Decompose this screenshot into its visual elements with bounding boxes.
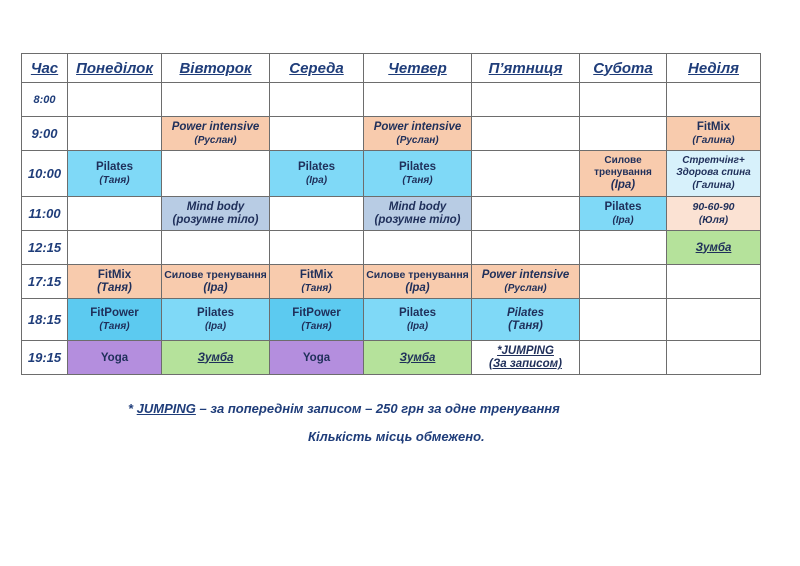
empty-cell bbox=[472, 117, 580, 151]
row-0800 bbox=[22, 83, 761, 117]
class-name: FitMix bbox=[299, 269, 334, 281]
class-name: Yoga bbox=[100, 351, 129, 364]
class-name: 90-60-90 bbox=[692, 201, 735, 213]
class-cell bbox=[472, 265, 580, 299]
class-cell bbox=[364, 341, 472, 375]
empty-cell bbox=[270, 231, 364, 265]
class-trainer: (Таня) bbox=[508, 320, 543, 332]
empty-cell bbox=[270, 83, 364, 117]
class-cell bbox=[364, 117, 472, 151]
row-1100 bbox=[22, 197, 761, 231]
class-trainer: (Іра) bbox=[610, 179, 636, 191]
empty-cell bbox=[580, 83, 667, 117]
class-cell bbox=[364, 299, 472, 341]
class-trainer: (розумне тіло) bbox=[172, 214, 259, 226]
empty-cell bbox=[472, 197, 580, 231]
class-trainer: (Таня) bbox=[97, 282, 132, 294]
jumping-footnote bbox=[128, 401, 560, 416]
empty-cell bbox=[162, 83, 270, 117]
class-name: Силове тренування bbox=[164, 269, 267, 281]
class-trainer: (Руслан) bbox=[194, 135, 237, 146]
class-trainer: (Галина) bbox=[692, 135, 735, 146]
class-trainer: (розумне тіло) bbox=[374, 214, 461, 226]
class-cell bbox=[162, 117, 270, 151]
class-cell bbox=[364, 197, 472, 231]
empty-cell bbox=[580, 341, 667, 375]
class-cell bbox=[270, 299, 364, 341]
empty-cell bbox=[580, 265, 667, 299]
header-tuesday: Вівторок bbox=[162, 54, 270, 83]
empty-cell bbox=[68, 83, 162, 117]
class-trainer: (Таня) bbox=[301, 283, 332, 294]
class-cell bbox=[270, 151, 364, 197]
time-label: 8:00 bbox=[22, 83, 68, 117]
class-trainer: (Галина) bbox=[692, 180, 735, 191]
empty-cell bbox=[472, 231, 580, 265]
class-cell bbox=[68, 341, 162, 375]
class-trainer: (Іра) bbox=[305, 175, 328, 186]
class-cell bbox=[667, 197, 761, 231]
empty-cell bbox=[270, 197, 364, 231]
header-thursday: Четвер bbox=[364, 54, 472, 83]
class-cell bbox=[68, 151, 162, 197]
class-cell bbox=[472, 299, 580, 341]
class-cell bbox=[580, 197, 667, 231]
empty-cell bbox=[667, 265, 761, 299]
class-name: Power intensive bbox=[481, 269, 570, 281]
class-name: Pilates bbox=[398, 307, 437, 319]
class-cell bbox=[68, 265, 162, 299]
class-trainer: (Іра) bbox=[406, 321, 429, 332]
row-1000 bbox=[22, 151, 761, 197]
class-name: FitMix bbox=[696, 121, 731, 133]
time-label: 19:15 bbox=[22, 341, 68, 375]
class-name: Pilates bbox=[95, 161, 134, 173]
class-trainer: (Іра) bbox=[204, 321, 227, 332]
class-cell bbox=[472, 341, 580, 375]
time-label: 12:15 bbox=[22, 231, 68, 265]
class-name: Pilates bbox=[506, 307, 545, 319]
class-cell bbox=[667, 151, 761, 197]
limited-seats-note: Кількість місць обмежено. bbox=[308, 429, 485, 444]
header-friday: П’ятниця bbox=[472, 54, 580, 83]
class-cell bbox=[162, 341, 270, 375]
class-name: Mind body bbox=[186, 201, 245, 213]
header-wednesday: Середа bbox=[270, 54, 364, 83]
class-trainer: (Таня) bbox=[301, 321, 332, 332]
header-row bbox=[22, 54, 761, 83]
row-1715 bbox=[22, 265, 761, 299]
class-trainer: (Руслан) bbox=[504, 283, 547, 294]
class-trainer: (Іра) bbox=[405, 282, 430, 294]
class-trainer: (Іра) bbox=[612, 215, 634, 226]
empty-cell bbox=[68, 197, 162, 231]
empty-cell bbox=[667, 299, 761, 341]
time-label: 18:15 bbox=[22, 299, 68, 341]
class-cell bbox=[580, 151, 667, 197]
empty-cell bbox=[580, 117, 667, 151]
row-1215 bbox=[22, 231, 761, 265]
empty-cell bbox=[162, 231, 270, 265]
class-cell bbox=[667, 117, 761, 151]
empty-cell bbox=[472, 151, 580, 197]
class-cell bbox=[364, 151, 472, 197]
header-monday: Понеділок bbox=[68, 54, 162, 83]
empty-cell bbox=[472, 83, 580, 117]
row-0900 bbox=[22, 117, 761, 151]
class-cell bbox=[68, 299, 162, 341]
class-name: Pilates bbox=[297, 161, 336, 173]
row-1815 bbox=[22, 299, 761, 341]
footnote-star: * bbox=[128, 401, 137, 416]
class-trainer: (Юля) bbox=[698, 215, 729, 226]
empty-cell bbox=[580, 299, 667, 341]
class-name: FitMix bbox=[97, 269, 132, 281]
empty-cell bbox=[364, 83, 472, 117]
empty-cell bbox=[162, 151, 270, 197]
class-name: Pilates bbox=[604, 201, 642, 213]
header-time: Час bbox=[22, 54, 68, 83]
time-label: 10:00 bbox=[22, 151, 68, 197]
class-name: Зумба bbox=[399, 351, 436, 364]
footnote-price: – за попереднім записом – 250 грн за одне тренування bbox=[195, 401, 560, 416]
time-label: 17:15 bbox=[22, 265, 68, 299]
header-sunday: Неділя bbox=[667, 54, 761, 83]
class-cell bbox=[162, 299, 270, 341]
class-name: Силове тренування bbox=[366, 269, 469, 281]
empty-cell bbox=[68, 117, 162, 151]
class-name: Yoga bbox=[302, 351, 331, 364]
class-name: Mind body bbox=[388, 201, 447, 213]
time-label: 11:00 bbox=[22, 197, 68, 231]
class-name: Зумба bbox=[197, 351, 234, 364]
class-trainer: (Таня) bbox=[402, 175, 433, 186]
class-cell bbox=[162, 197, 270, 231]
class-name: *JUMPING bbox=[497, 345, 554, 357]
class-name: Power intensive bbox=[373, 121, 462, 133]
empty-cell bbox=[364, 231, 472, 265]
class-name: Силове тренування bbox=[594, 155, 652, 178]
empty-cell bbox=[667, 83, 761, 117]
class-name: FitPower bbox=[90, 307, 139, 319]
class-cell bbox=[364, 265, 472, 299]
empty-cell bbox=[68, 231, 162, 265]
class-name: FitPower bbox=[292, 307, 341, 319]
class-cell bbox=[667, 231, 761, 265]
empty-cell bbox=[580, 231, 667, 265]
class-trainer: (Таня) bbox=[99, 321, 130, 332]
time-label: 9:00 bbox=[22, 117, 68, 151]
class-cell bbox=[270, 341, 364, 375]
class-name: Power intensive bbox=[171, 121, 260, 133]
class-cell bbox=[270, 265, 364, 299]
row-1915 bbox=[22, 341, 761, 375]
class-trainer: (Іра) bbox=[203, 282, 228, 294]
class-cell bbox=[162, 265, 270, 299]
empty-cell bbox=[270, 117, 364, 151]
class-trainer: (Таня) bbox=[99, 175, 130, 186]
class-name: Стретчінг+ Здорова спина bbox=[676, 155, 751, 178]
class-name: Pilates bbox=[196, 307, 235, 319]
class-trainer: (За записом) bbox=[489, 358, 562, 370]
empty-cell bbox=[667, 341, 761, 375]
class-name: Pilates bbox=[398, 161, 437, 173]
class-name: Зумба bbox=[695, 241, 732, 254]
class-trainer: (Руслан) bbox=[396, 135, 439, 146]
schedule-table bbox=[21, 53, 761, 375]
header-saturday: Субота bbox=[580, 54, 667, 83]
footnote-jumping: JUMPING bbox=[136, 401, 196, 416]
